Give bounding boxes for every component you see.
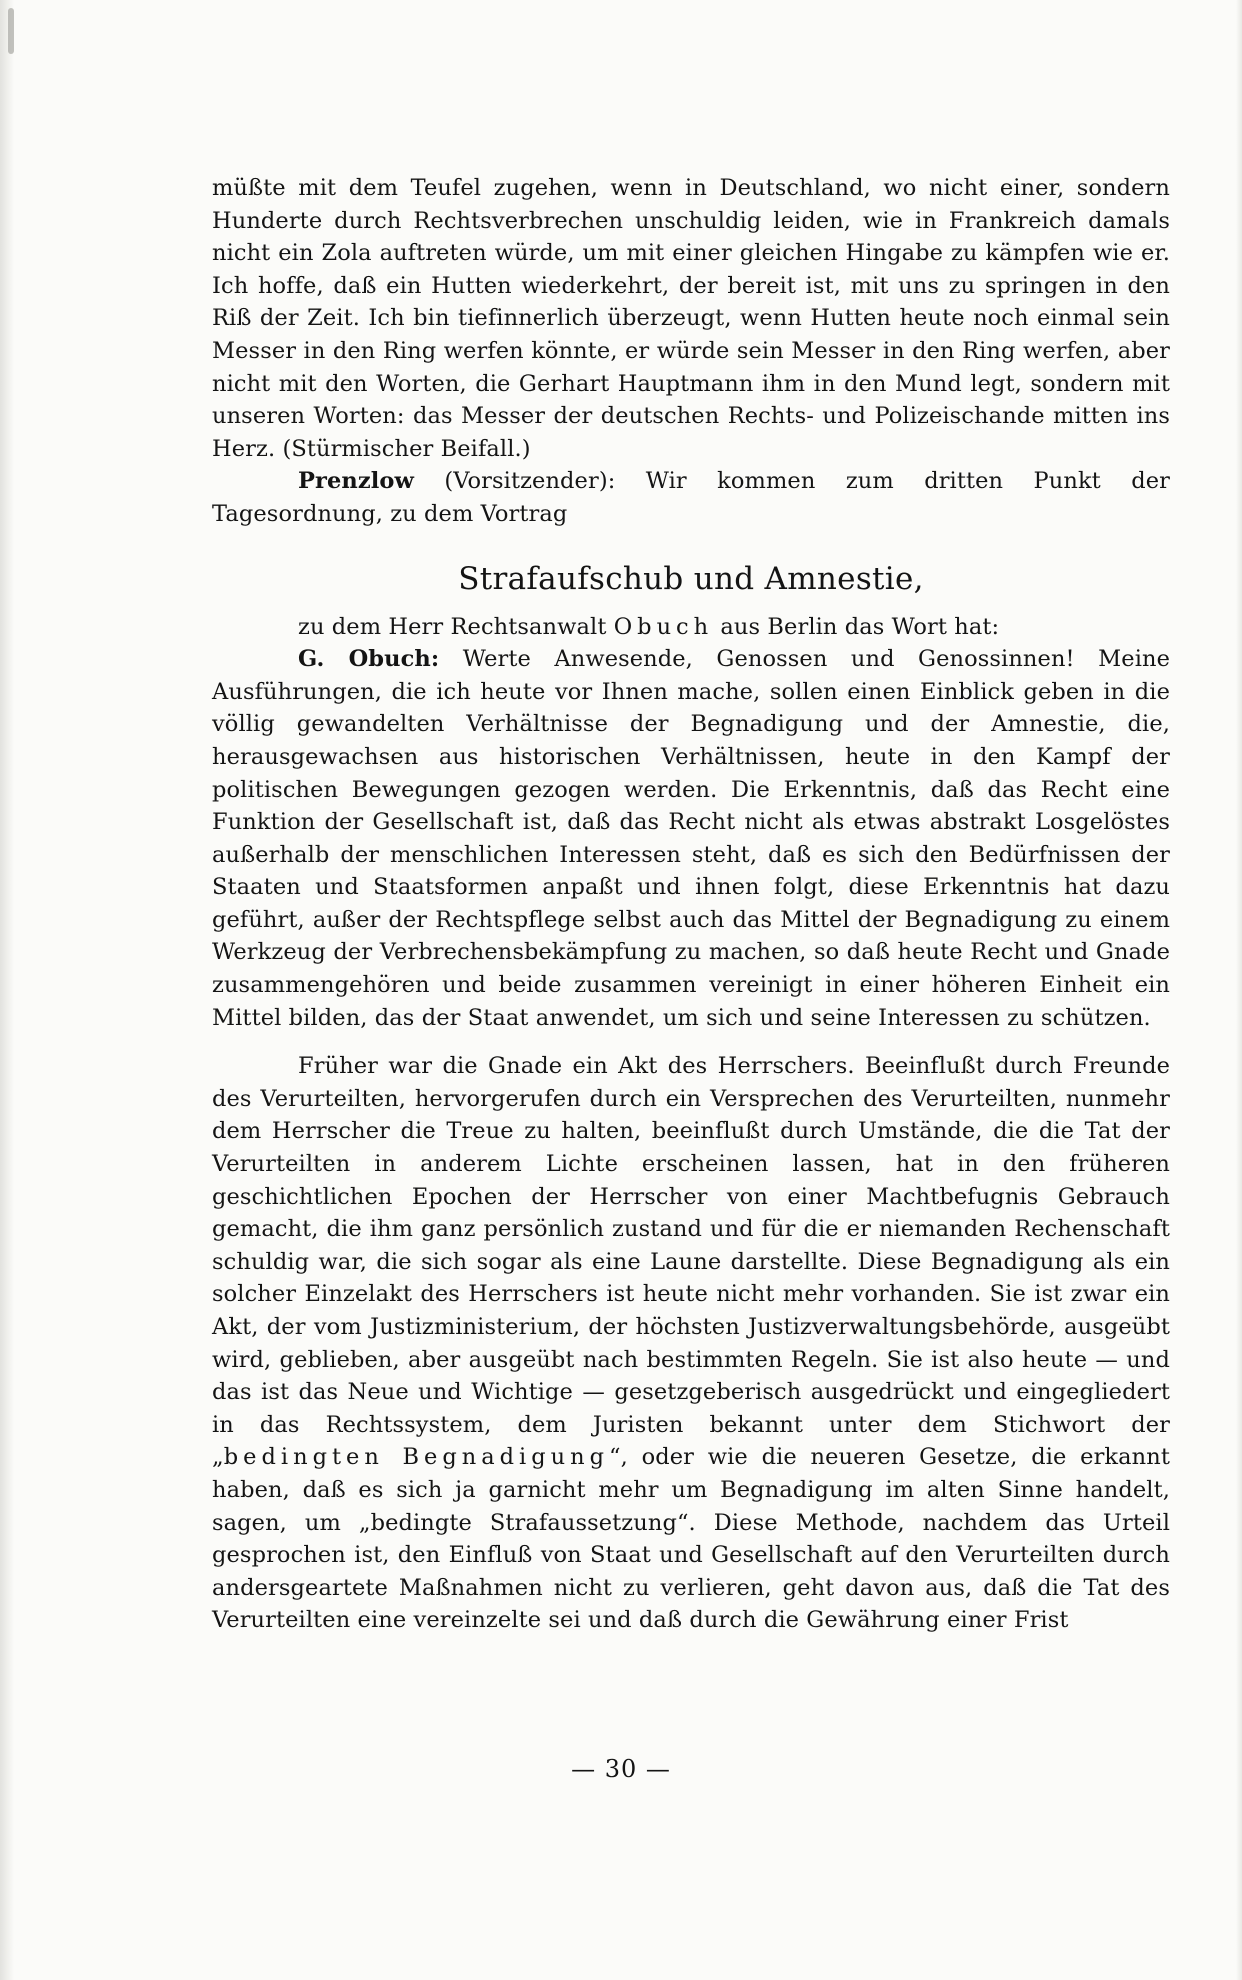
speaker-name: Prenzlow	[298, 468, 414, 495]
speaker-name-spaced: Obuch	[613, 613, 714, 640]
paragraph-text: Werte Anwesende, Genossen und Genossinnen! Meine Ausführungen, die ich heute vor Ihnen mache, sollen einen Einblick geben in die völlig gewandelten Verhältnisse der Begnadigung und der Amnestie, die, herausgewachsen aus historischen Verhältnissen, heute in den Kampf der politischen Bewegungen gezogen werden. Die Erkenntnis, daß das Recht eine Funktion der Gesellschaft ist, daß das Recht nicht als etwas abstrakt Losgelöstes außerhalb der menschlichen Interessen steht, daß es sich den Bedürfnissen der Staaten und Staatsformen anpaßt und ihnen folgt, diese Erkenntnis hat dazu geführt, außer der Rechtspflege selbst auch das Mittel der Begnadigung zu einem Werkzeug der Verbrechensbekämpfung zu machen, so daß heute Recht und Gnade zusammengehören und beide zusammen vereinigt in einer höheren Einheit ein Mittel bilden, das der Staat anwendet, um sich und seine Interessen zu schützen.	[212, 646, 1170, 1031]
paragraph-text: (Vorsitzender): Wir kommen zum dritten Punkt der Tagesordnung, zu dem Vortrag	[212, 468, 1170, 527]
paragraph-introduction	[212, 611, 1170, 644]
paragraph-speech-history	[212, 1050, 1170, 1637]
page-edge-right	[1236, 0, 1242, 1980]
term-spaced: bedingten Begnadigung	[223, 1444, 610, 1471]
page-number: — 30 —	[571, 1755, 671, 1783]
section-heading: Strafaufschub und Amnestie,	[458, 560, 924, 597]
paragraph-text: Früher war die Gnade ein Akt des Herrschers. Beeinflußt durch Freunde des Verurteilten, hervorgerufen durch ein Versprechen des Verurteilten, nunmehr dem Herrscher die Treue zu halten, beeinflußt durch Umstände, die die Tat der Verurteilten in anderem Lichte erscheinen lassen, hat in den früheren geschichtlichen Epochen der Herrscher von einer Machtbefugnis Gebrauch gemacht, die ihm ganz persönlich zustand und für die er niemanden Rechenschaft schuldig war, die sich sogar als eine Laune darstellte. Diese Begnadigung als ein solcher Einzelakt des Herrschers ist heute nicht mehr vorhanden. Sie ist zwar ein Akt, der vom Justizministerium, der höchsten Justizverwaltungsbehörde, ausgeübt wird, geblieben, aber ausgeübt nach bestimmten Regeln. Sie ist also heute — und das ist das Neue und Wichtige — gesetzgeberisch ausgedrückt und eingegliedert in das Rechtssystem, dem Juristen bekannt unter dem Stichwort der „	[212, 1053, 1170, 1471]
page-edge-left	[0, 0, 14, 1980]
paragraph-text: aus Berlin das Wort hat:	[713, 613, 1000, 640]
speaker-name: G. Obuch:	[298, 646, 440, 673]
paragraph-speech-opening	[212, 643, 1170, 1034]
paragraph-chair-announcement	[212, 465, 1170, 530]
text-block	[212, 172, 1170, 1637]
paragraph-continuation: müßte mit dem Teufel zugehen, wenn in Deutschland, wo nicht einer, sondern Hunderte durch Rechtsverbrechen unschuldig leiden, wie in Frankreich damals nicht ein Zola auftreten würde, um mit einer gleichen Hingabe zu kämpfen wie er. Ich hoffe, daß ein Hutten wiederkehrt, der bereit ist, mit uns zu springen in den Riß der Zeit. Ich bin tiefinnerlich überzeugt, wenn Hutten heute noch einmal sein Messer in den Ring werfen könnte, er würde sein Messer in den Ring werfen, aber nicht mit den Worten, die Gerhart Hauptmann ihm in den Mund legt, sondern mit unseren Worten: das Messer der deutschen Rechts- und Polizeischande mitten ins Herz. (Stürmischer Beifall.)	[212, 175, 1170, 462]
paragraph-text: zu dem Herr Rechtsanwalt	[298, 613, 614, 640]
paragraph-text: “, oder wie die neueren Gesetze, die erkannt haben, daß es sich ja garnicht mehr um Begnadigung im alten Sinne handelt, sagen, um „bedingte Strafaussetzung“. Diese Methode, nachdem das Urteil gesprochen ist, den Einfluß von Staat und Gesellschaft auf den Verurteilten durch andersgeartete Maßnahmen nicht zu verlieren, geht davon aus, daß die Tat des Verurteilten eine vereinzelte sei und daß durch die Gewährung einer Frist	[212, 1444, 1170, 1634]
page-edge-mark	[8, 8, 14, 54]
